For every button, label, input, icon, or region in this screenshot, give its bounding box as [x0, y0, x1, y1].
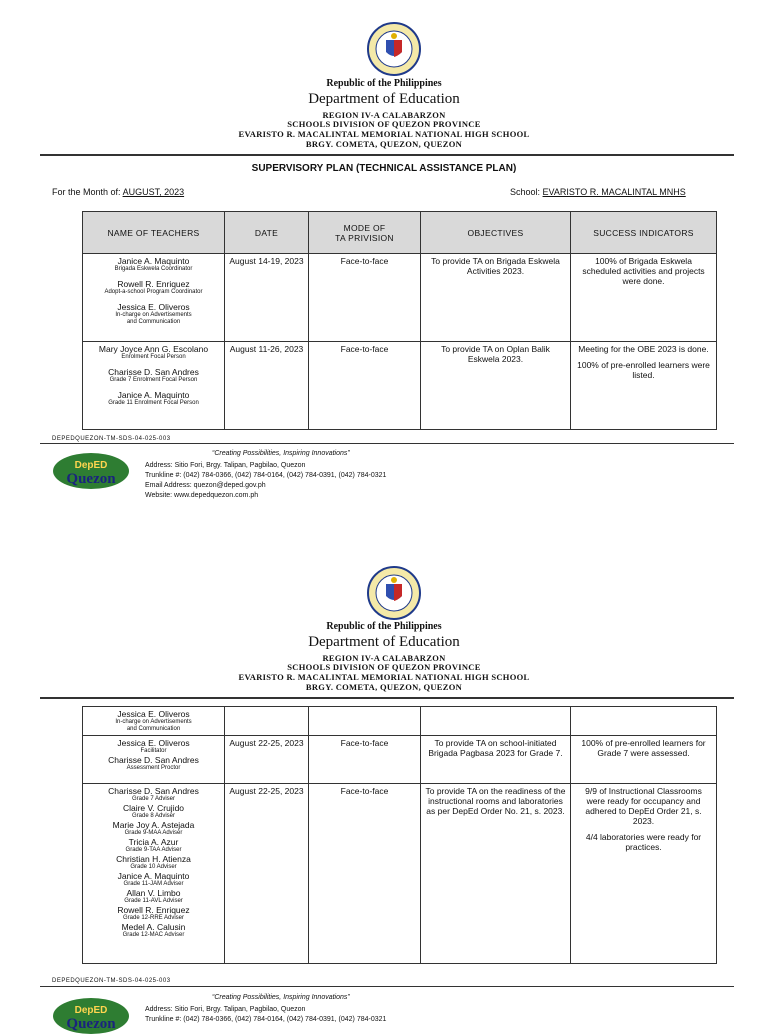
teacher-name: Marie Joy A. Astejada: [112, 820, 195, 830]
school-label: School:: [510, 187, 541, 197]
teacher-role: In-charge on Advertisements: [115, 719, 192, 725]
teacher-role: Grade 9-TAA Adviser: [125, 847, 182, 853]
deped-seal-icon: [367, 566, 421, 620]
indicator-text: 9/9 of Instructional Classrooms were ready for occupancy and adhered to DepEd Order 21, s. 2023.: [585, 786, 702, 826]
teacher-name: Janice A. Maquinto: [117, 390, 190, 400]
logo-deped-text: DepED: [74, 1005, 108, 1016]
teacher-name: Mary Joyce Ann G. Escolano: [98, 344, 209, 354]
teacher-role: Adopt-a-school Program Coordinator: [104, 289, 203, 295]
footer-slogan: “Creating Possibilities, Inspiring Innovations”: [212, 994, 350, 1001]
plan-table-page2: [82, 706, 717, 964]
indicator-text: 4/4 laboratories were ready for practices.: [585, 832, 702, 852]
address-line: BRGY. COMETA, QUEZON, QUEZON: [305, 682, 463, 692]
indicator-cell: [571, 784, 717, 964]
mode-cell: Face-to-face: [309, 254, 421, 342]
indicator-text: Meeting for the OBE 2023 is done.: [578, 344, 709, 354]
footer-trunkline: Trunkline #: (042) 784-0366, (042) 784-0164, (042) 784-0391, (042) 784-0321: [145, 472, 387, 479]
division-line: SCHOOLS DIVISION OF QUEZON PROVINCE: [287, 119, 481, 129]
teacher-name: Charisse D. San Andres: [108, 755, 199, 765]
logo-quezon-text: Quezon: [66, 1016, 116, 1032]
teacher-name: Claire V. Crujido: [122, 803, 185, 813]
teacher-role: and Communication: [126, 726, 181, 732]
col-indicators: SUCCESS INDICATORS: [571, 212, 717, 254]
footer-slogan: “Creating Possibilities, Inspiring Innovations”: [212, 450, 350, 457]
teacher-role: Grade 7 Adviser: [131, 796, 176, 802]
mode-cell: [309, 707, 421, 736]
col-objectives: OBJECTIVES: [421, 212, 571, 254]
footer-website: Website: www.depedquezon.com.ph: [145, 492, 259, 499]
footer-address: Address: Sitio Fori, Brgy. Talipan, Pagbilao, Quezon: [145, 1006, 306, 1013]
teachers-cell: [83, 707, 225, 736]
footer-contact: [145, 1005, 386, 1025]
republic-line: Republic of the Philippines: [326, 78, 442, 89]
indicator-text: 100% of pre-enrolled learners for Grade 7 were assessed.: [581, 738, 706, 758]
teachers-cell: [83, 736, 225, 784]
teacher-role: Grade 8 Adviser: [131, 813, 176, 819]
col-mode-line1: MODE OF: [343, 222, 386, 233]
teacher-name: Charisse D. San Andres: [108, 786, 199, 796]
header-divider: [40, 697, 734, 699]
objective-cell: To provide TA on school-initiated Brigada Pagbasa 2023 for Grade 7.: [421, 736, 571, 784]
department-title: Department of Education: [308, 634, 460, 650]
region-line: REGION IV-A CALABARZON: [322, 110, 446, 120]
footer-email: Email Address: quezon@deped.gov.ph: [145, 482, 266, 489]
teacher-role: Enrolment Focal Person: [121, 354, 186, 360]
date-cell: August 11-26, 2023: [225, 342, 309, 430]
table-row: [83, 707, 717, 736]
teacher-role: Brigada Eskwela Coordinator: [114, 266, 193, 272]
teacher-role: Grade 11 Enrolment Focal Person: [108, 400, 199, 406]
mode-cell: Face-to-face: [309, 784, 421, 964]
date-cell: August 14-19, 2023: [225, 254, 309, 342]
teacher-name: Christian H. Atienza: [116, 854, 191, 864]
teacher-role: Grade 9-MAA Adviser: [124, 830, 183, 836]
col-mode-line2: TA PRIVISION: [335, 232, 394, 243]
teacher-role: Grade 12-RRE Adviser: [122, 915, 185, 921]
objective-cell: [421, 707, 571, 736]
logo-deped-text: DepED: [74, 460, 108, 471]
table-row: [83, 784, 717, 964]
teacher-name: Jessica E. Oliveros: [117, 709, 190, 719]
col-date: DATE: [225, 212, 309, 254]
col-teachers: NAME OF TEACHERS: [83, 212, 225, 254]
school-line: EVARISTO R. MACALINTAL MEMORIAL NATIONAL HIGH SCHOOL: [238, 129, 530, 139]
teacher-name: Janice A. Maquinto: [117, 871, 190, 881]
teacher-role: Grade 11-JAM Adviser: [123, 881, 184, 887]
teacher-role: Grade 12-MAC Adviser: [122, 932, 185, 938]
footer-address: Address: Sitio Fori, Brgy. Talipan, Pagbilao, Quezon: [145, 462, 306, 469]
plan-title: SUPERVISORY PLAN (TECHNICAL ASSISTANCE PLAN): [251, 163, 517, 174]
teacher-name: Allan V. Limbo: [126, 888, 181, 898]
footer-divider: [40, 986, 734, 987]
table-row: [83, 736, 717, 784]
teacher-role: In-charge on Advertisements: [115, 312, 192, 318]
department-title: Department of Education: [308, 91, 460, 107]
teacher-role: and Communication: [126, 319, 181, 325]
deped-quezon-logo-icon: [52, 996, 130, 1036]
teacher-name: Jessica E. Oliveros: [117, 738, 190, 748]
mode-cell: Face-to-face: [309, 342, 421, 430]
date-cell: [225, 707, 309, 736]
objective-cell: To provide TA on the readiness of the instructional rooms and laboratories as per DepEd Order No. 21, s. 2023.: [421, 784, 571, 964]
date-cell: August 22-25, 2023: [225, 736, 309, 784]
teacher-role: Grade 11-AVL Adviser: [124, 898, 183, 904]
indicator-cell: [571, 736, 717, 784]
date-cell: August 22-25, 2023: [225, 784, 309, 964]
mode-cell: Face-to-face: [309, 736, 421, 784]
indicator-text: 100% of Brigada Eskwela scheduled activities and projects were done.: [582, 256, 705, 286]
objective-cell: To provide TA on Brigada Eskwela Activities 2023.: [421, 254, 571, 342]
teacher-name: Medel A. Calusin: [121, 922, 186, 932]
teacher-name: Rowell R. Enriquez: [117, 279, 190, 289]
region-line: REGION IV-A CALABARZON: [322, 653, 446, 663]
teacher-name: Tricia A. Azur: [128, 837, 179, 847]
teacher-role: Assessment Proctor: [126, 765, 181, 771]
footer-trunkline: Trunkline #: (042) 784-0366, (042) 784-0164, (042) 784-0391, (042) 784-0321: [145, 1016, 387, 1023]
teachers-cell: [83, 784, 225, 964]
logo-quezon-text: Quezon: [66, 471, 116, 487]
teacher-role: Facilitator: [140, 748, 167, 754]
address-line: BRGY. COMETA, QUEZON, QUEZON: [305, 139, 463, 149]
division-line: SCHOOLS DIVISION OF QUEZON PROVINCE: [287, 662, 481, 672]
teacher-role: Grade 10 Adviser: [130, 864, 177, 870]
indicator-text: 100% of pre-enrolled learners were listed.: [577, 360, 710, 380]
teacher-name: Jessica E. Oliveros: [117, 302, 190, 312]
month-value: AUGUST, 2023: [122, 187, 185, 197]
school-value: EVARISTO R. MACALINTAL MNHS: [542, 187, 686, 197]
teacher-name: Janice A. Maquinto: [117, 256, 190, 266]
school-line: EVARISTO R. MACALINTAL MEMORIAL NATIONAL HIGH SCHOOL: [238, 672, 530, 682]
republic-line: Republic of the Philippines: [326, 621, 442, 632]
document-code: DEPEDQUEZON-TM-SDS-04-025-003: [52, 978, 171, 984]
document-code: DEPEDQUEZON-TM-SDS-04-025-003: [52, 436, 171, 442]
objective-cell: To provide TA on Oplan Balik Eskwela 2023.: [421, 342, 571, 430]
indicator-cell: [571, 707, 717, 736]
teacher-name: Charisse D. San Andres: [108, 367, 199, 377]
month-label: For the Month of:: [52, 187, 121, 197]
teacher-role: Grade 7 Enrolment Focal Person: [109, 377, 198, 383]
teacher-name: Rowell R. Enriquez: [117, 905, 190, 915]
